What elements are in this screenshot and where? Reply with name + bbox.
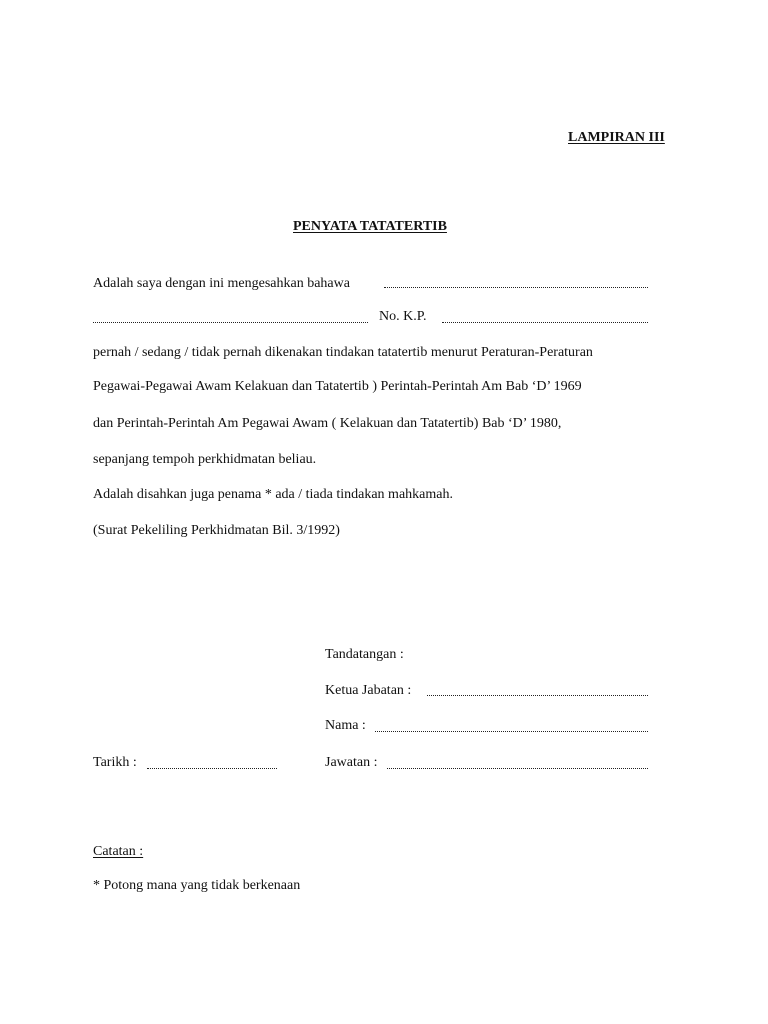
paragraph-line: Pegawai-Pegawai Awam Kelakuan dan Tatatertib ) Perintah-Perintah Am Bab ‘D’ 1969: [93, 379, 582, 394]
officer-name-field[interactable]: [384, 287, 648, 288]
certify-statement: Adalah saya dengan ini mengesahkan bahawa: [93, 276, 350, 291]
officer-name-field-continued[interactable]: [93, 322, 368, 323]
circular-reference: (Surat Pekeliling Perkhidmatan Bil. 3/1992): [93, 523, 340, 538]
date-label: Tarikh :: [93, 755, 137, 770]
document-title: PENYATA TATATERTIB: [293, 219, 447, 234]
name-label: Nama :: [325, 718, 366, 733]
position-field[interactable]: [387, 768, 648, 769]
kp-label: No. K.P.: [379, 309, 427, 324]
kp-number-field[interactable]: [442, 322, 648, 323]
appendix-label: LAMPIRAN III: [568, 130, 665, 145]
court-action-statement: Adalah disahkan juga penama * ada / tiada tindakan mahkamah.: [93, 487, 453, 502]
position-label: Jawatan :: [325, 755, 378, 770]
name-field[interactable]: [375, 731, 648, 732]
paragraph-line: pernah / sedang / tidak pernah dikenakan tindakan tatatertib menurut Peraturan-Peraturan: [93, 345, 593, 360]
head-of-department-field[interactable]: [427, 695, 648, 696]
date-field[interactable]: [147, 768, 277, 769]
notes-heading: Catatan :: [93, 844, 144, 859]
signature-label: Tandatangan :: [325, 647, 404, 662]
head-of-department-label: Ketua Jabatan :: [325, 683, 412, 698]
paragraph-line: sepanjang tempoh perkhidmatan beliau.: [93, 452, 317, 467]
notes-item: * Potong mana yang tidak berkenaan: [93, 878, 301, 893]
paragraph-line: dan Perintah-Perintah Am Pegawai Awam ( Kelakuan dan Tatatertib) Bab ‘D’ 1980,: [93, 416, 562, 431]
